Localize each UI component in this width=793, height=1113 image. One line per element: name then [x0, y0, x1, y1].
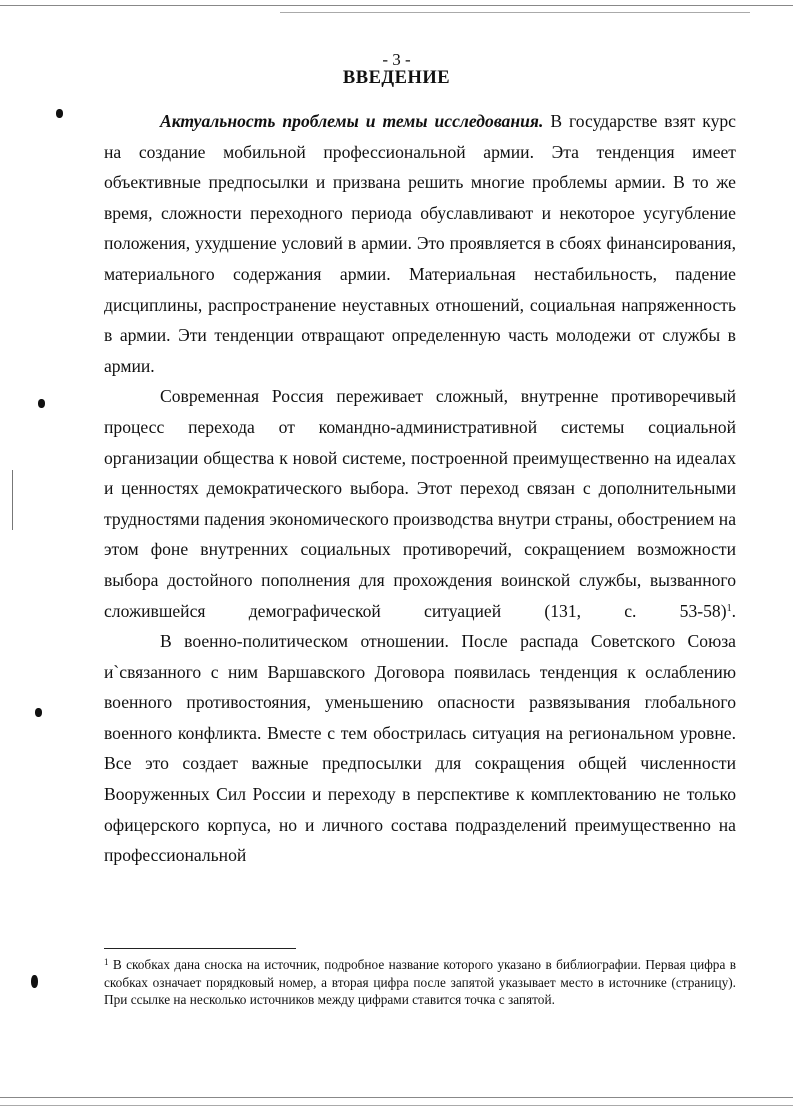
binder-hole-mark [56, 109, 63, 118]
footnote [104, 956, 736, 1009]
scan-edge-left [12, 470, 13, 530]
footnote-ref: 1 [726, 602, 732, 614]
scan-edge-bottom [0, 1097, 793, 1098]
paragraph-military-political [104, 626, 736, 871]
paragraph-relevance [104, 106, 736, 381]
scan-edge-top-inner [280, 12, 750, 13]
paragraph-tail: . [731, 600, 736, 621]
footnote-marker: 1 [104, 957, 109, 967]
binder-hole-mark [31, 975, 38, 988]
paragraph-text: В военно-политическом отношении. После распада Советского Союза и`связанного с ним Варшавского Договора появилась тенденция к ослаблению военного противостояния, уменьшению опасности развязывания глобального военного конфликта. Вместе с тем обострилась ситуация на региональном уровне. Все это создает важные предпосылки для сокращения общей численности Вооруженных Сил России и переходу в перспективе к комплектованию не только офицерского корпуса, но и личного состава подразделений преимущественно на профессиональной [104, 631, 736, 866]
scan-edge-bottom-inner [0, 1105, 793, 1106]
paragraph-text: Современная Россия переживает сложный, внутренне противоречивый процесс перехода от командно-административной системы социальной организации общества к новой системе, построенной преимущественно на идеалах и ценностях демократического выбора. Этот переход связан с дополнительными трудностями падения экономического производства внутри страны, обострением на этом фоне внутренних социальных противоречий, сокращением возможности выбора достойного пополнения для прохождения воинской службы, вызванного сложившейся демографической ситуацией (131, с. 53-58) [104, 386, 736, 621]
scan-edge-top [0, 5, 793, 6]
page-title: ВВЕДЕНИЕ [342, 68, 451, 88]
page-number: - 3 - [382, 50, 411, 69]
footnote-text: В скобках дана сноска на источник, подробное название которого указано в библиографии. Первая цифра в скобках означает порядковый номер, а вторая цифра после запятой указывает место в источнике (страницу). При ссылке на несколько источников между цифрами ставится точка с запятой. [104, 957, 736, 1008]
binder-hole-mark [35, 708, 42, 717]
binder-hole-mark [38, 399, 45, 408]
main-text [104, 106, 736, 871]
paragraph-modern-russia [104, 381, 736, 626]
paragraph-text: В государстве взят курс на создание мобильной профессиональной армии. Эта тенденция имеет объективные предпосылки и призвана решить многие проблемы армии. В то же время, сложности переходного периода обуславливают и некоторое усугубление положения, ухудшение условий в армии. Это проявляется в сбоях финансирования, материального содержания армии. Материальная нестабильность, падение дисциплины, распространение неуставных отношений, социальная напряженность в армии. Эти тенденции отвращают определенную часть молодежи от службы в армии. [104, 111, 736, 376]
footnote-separator [104, 948, 296, 949]
paragraph-lead: Актуальность проблемы и темы исследования. [160, 111, 544, 131]
